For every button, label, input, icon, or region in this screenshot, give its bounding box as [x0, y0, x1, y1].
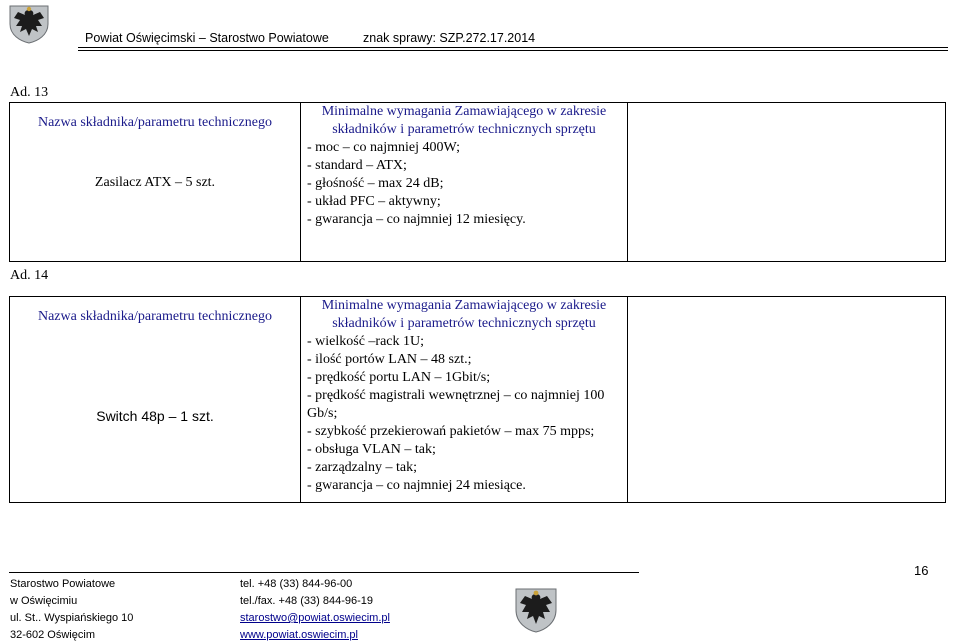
- empty-cell: [628, 297, 946, 503]
- header-rule: [78, 47, 948, 48]
- requirement-line: - obsługa VLAN – tak;: [307, 442, 436, 457]
- footer-address-line: Starostwo Powiatowe: [10, 578, 116, 590]
- footer-coat-of-arms-logo: [514, 586, 558, 634]
- column-req-header-line-1: Minimalne wymagania Zamawiającego w zakresie: [321, 298, 607, 313]
- section-13-table: [9, 102, 946, 262]
- requirement-line: - układ PFC – aktywny;: [307, 194, 441, 209]
- column-name-header: Nazwa składnika/parametru technicznego: [37, 309, 272, 324]
- requirement-line: - zarządzalny – tak;: [307, 460, 417, 475]
- requirement-line: - głośność – max 24 dB;: [307, 176, 444, 191]
- header-office: Powiat Oświęcimski – Starostwo Powiatowe: [85, 31, 329, 45]
- requirement-line: - wielkość –rack 1U;: [307, 334, 425, 349]
- requirements-cell: [301, 103, 628, 262]
- footer-website-link[interactable]: www.powiat.oswiecim.pl: [240, 629, 358, 641]
- column-req-header-line-2: składników i parametrów technicznych sprzętu: [332, 316, 596, 331]
- footer-address-line: w Oświęcimiu: [10, 595, 78, 607]
- requirement-line: - standard – ATX;: [307, 158, 407, 173]
- column-req-header-line-1: Minimalne wymagania Zamawiającego w zakresie: [321, 104, 607, 119]
- requirement-line: - ilość portów LAN – 48 szt.;: [307, 352, 472, 367]
- item-name: Zasilacz ATX – 5 szt.: [94, 175, 216, 190]
- page-number: 16: [914, 563, 929, 578]
- footer-rule: [9, 572, 639, 573]
- section-14-title: Ad. 14: [10, 268, 49, 283]
- header-case-number: znak sprawy: SZP.272.17.2014: [363, 31, 536, 45]
- requirement-line: - prędkość magistrali wewnętrznej – co najmniej 100: [307, 388, 605, 403]
- requirement-line: - szybkość przekierowań pakietów – max 75 mpps;: [307, 424, 595, 439]
- coat-of-arms-logo: [8, 2, 50, 44]
- requirements-cell: [301, 297, 628, 503]
- footer-fax: tel./fax. +48 (33) 844-96-19: [240, 595, 373, 607]
- item-name-cell: [10, 103, 301, 262]
- item-name: Switch 48p – 1 szt.: [96, 408, 214, 424]
- item-name-cell: [10, 297, 301, 503]
- requirement-line: - moc – co najmniej 400W;: [307, 140, 461, 155]
- footer-address-line: ul. St.. Wyspiańskiego 10: [10, 612, 134, 624]
- requirement-line: - gwarancja – co najmniej 12 miesięcy.: [307, 212, 526, 227]
- footer-address: [10, 576, 133, 644]
- footer-contacts: [240, 576, 390, 644]
- requirement-line: - prędkość portu LAN – 1Gbit/s;: [307, 370, 491, 385]
- requirement-line: - gwarancja – co najmniej 24 miesiące.: [307, 478, 526, 493]
- empty-cell: [628, 103, 946, 262]
- header-rule-2: [78, 50, 948, 51]
- requirement-line: Gb/s;: [307, 406, 338, 421]
- footer-address-line: 32-602 Oświęcim: [10, 629, 95, 641]
- footer-phone: tel. +48 (33) 844-96-00: [240, 578, 353, 590]
- footer-email-link[interactable]: starostwo@powiat.oswiecim.pl: [240, 612, 390, 624]
- column-req-header-line-2: składników i parametrów technicznych sprzętu: [332, 122, 596, 137]
- column-name-header: Nazwa składnika/parametru technicznego: [37, 115, 272, 130]
- section-14-table: [9, 296, 946, 503]
- section-13-title: Ad. 13: [10, 85, 49, 100]
